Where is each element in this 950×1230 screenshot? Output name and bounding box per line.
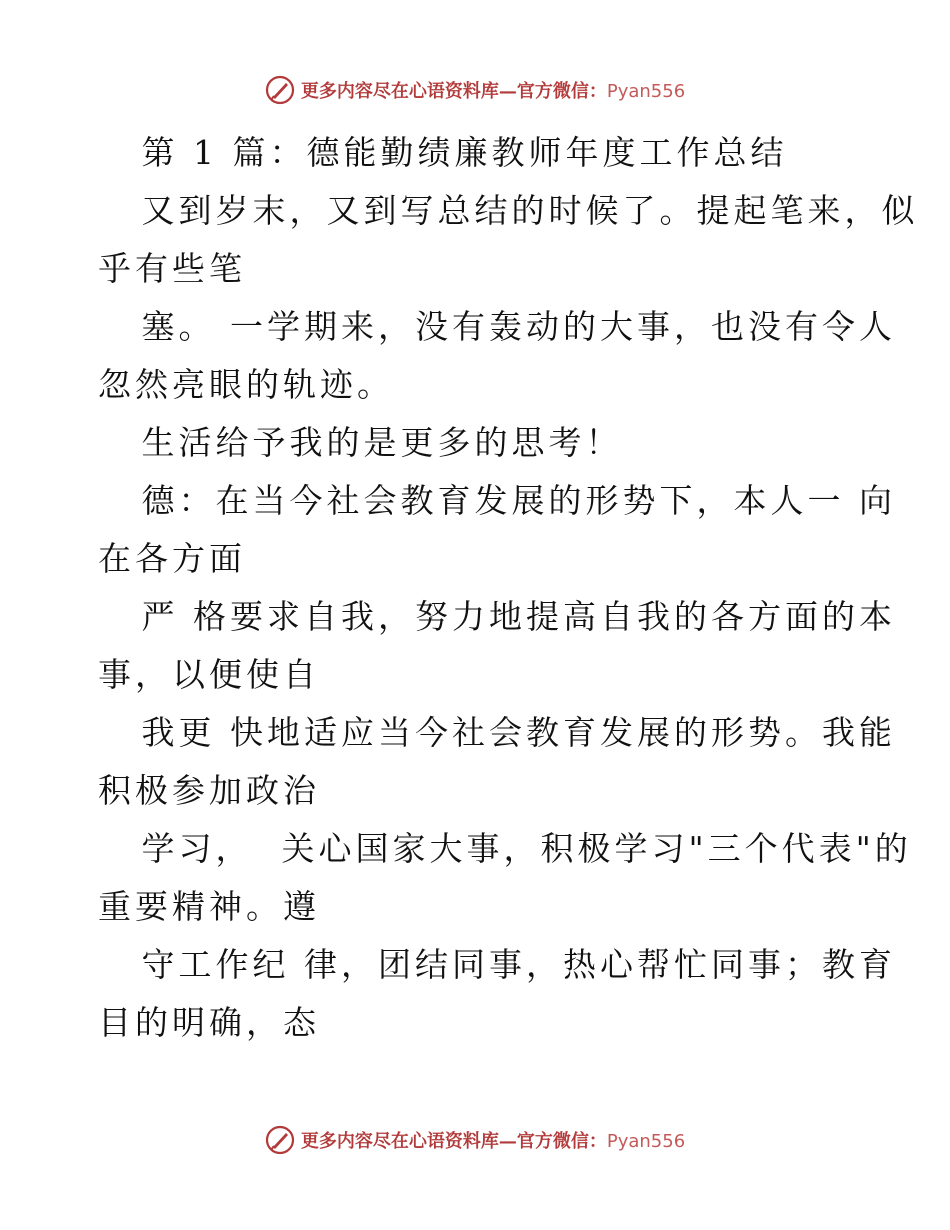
document-line: 生活给予我的是更多的思考！ <box>98 423 623 462</box>
quill-pen-logo-icon <box>265 1125 295 1155</box>
document-line: 在各方面 <box>98 539 246 578</box>
footer-banner-text <box>301 1127 685 1153</box>
footer-banner <box>0 1120 950 1160</box>
document-line: 又到岁末，又到写总结的时候了。提起笔来，似 <box>98 191 919 230</box>
document-line: 目的明确，态 <box>98 1003 320 1042</box>
header-wechat-id: Pyan556 <box>606 81 686 102</box>
document-line: 忽然亮眼的轨迹。 <box>98 365 394 404</box>
document-line: 乎有些笔 <box>98 249 246 288</box>
quill-pen-logo-icon <box>265 75 295 105</box>
document-line: 事，以便使自 <box>98 655 320 694</box>
document-title: 第 1 篇：德能勤绩廉教师年度工作总结 <box>98 133 788 172</box>
header-banner-text <box>301 77 685 103</box>
footer-wechat-id: Pyan556 <box>606 1131 686 1152</box>
document-line: 守工作纪 律，团结同事，热心帮忙同事；教育 <box>98 945 896 984</box>
document-line: 学习， 关心国家大事，积极学习"三个代表"的 <box>98 829 912 868</box>
document-line: 德：在当今社会教育发展的形势下，本人一 向 <box>98 481 896 520</box>
document-line: 严 格要求自我，努力地提高自我的各方面的本 <box>98 597 896 636</box>
document-line: 重要精神。遵 <box>98 887 320 926</box>
header-site-text: 更多内容尽在心语资料库—官方微信： <box>300 81 607 102</box>
header-banner <box>0 70 950 110</box>
footer-site-text: 更多内容尽在心语资料库—官方微信： <box>300 1131 607 1152</box>
document-line: 积极参加政治 <box>98 771 320 810</box>
document-line: 塞。 一学期来，没有轰动的大事，也没有令人 <box>98 307 896 346</box>
document-body <box>98 124 919 1052</box>
document-line: 我更 快地适应当今社会教育发展的形势。我能 <box>98 713 896 752</box>
